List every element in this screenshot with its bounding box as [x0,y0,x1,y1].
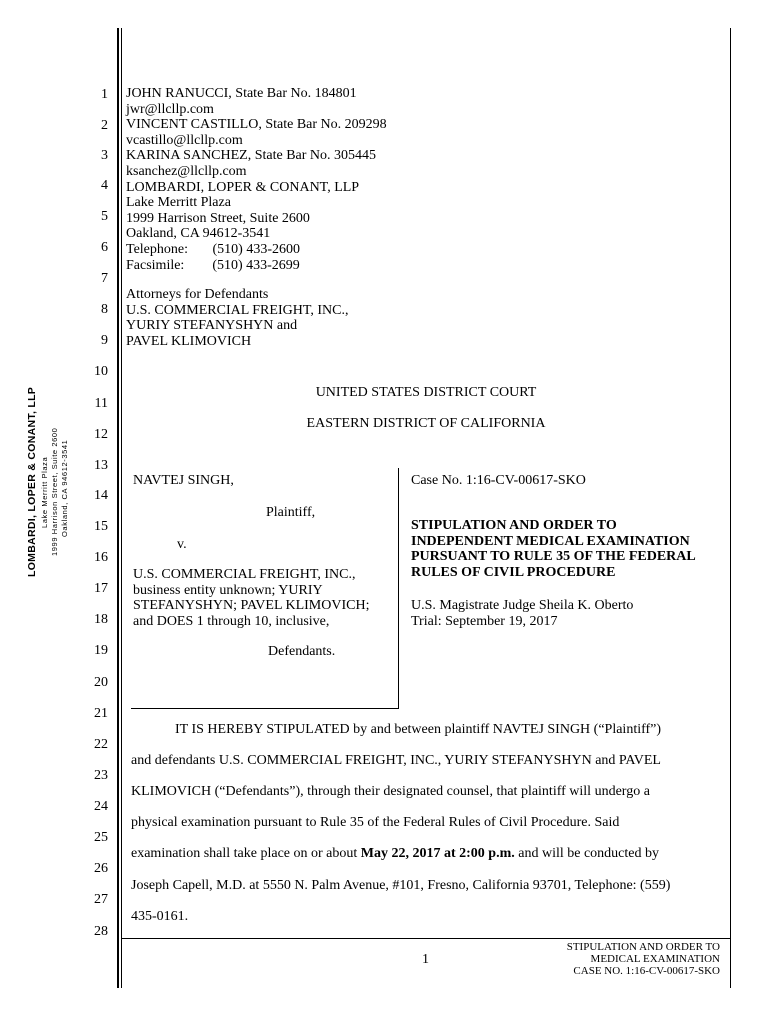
attorneys-for-line: PAVEL KLIMOVICH [126,333,252,349]
footer-line: MEDICAL EXAMINATION [590,953,720,965]
line-number: 7 [101,271,108,286]
line-number: 8 [101,302,108,317]
exam-date-time: May 22, 2017 at 2:00 p.m. [360,846,515,861]
attorneys-for-line: YURIY STEFANYSHYN and [126,318,298,334]
counsel-line: jwr@llcllp.com [126,101,214,117]
plaintiff-name: NAVTEJ SINGH, [133,473,234,488]
footer-rule [122,938,730,939]
sidebar-address-line1: Lake Merritt Plaza [40,456,49,528]
right-margin-rule [730,28,731,988]
line-number: 4 [101,178,108,193]
line-number: 24 [94,799,108,814]
document-title-line: STIPULATION AND ORDER TO [411,518,617,533]
counsel-line: Facsimile: (510) 433-2699 [126,257,300,273]
defendants-line: and DOES 1 through 10, inclusive, [133,613,330,629]
case-number: Case No. 1:16-CV-00617-SKO [411,473,586,488]
versus: v. [177,537,187,552]
sidebar-address-line2: 1999 Harrison Street, Suite 2600 [50,427,59,556]
counsel-line: 1999 Harrison Street, Suite 2600 [126,210,310,226]
line-number: 22 [94,737,108,752]
caption-divider-horizontal [131,708,399,709]
counsel-line: KARINA SANCHEZ, State Bar No. 305445 [126,148,377,164]
counsel-block [126,86,387,273]
court-district: EASTERN DISTRICT OF CALIFORNIA [306,416,546,431]
counsel-line: Telephone: (510) 433-2600 [126,241,300,257]
defendants-line: U.S. COMMERCIAL FREIGHT, INC., [133,567,356,582]
line-number: 5 [101,209,108,224]
line-number: 3 [101,148,108,163]
line-number: 10 [94,364,108,379]
left-margin-rule-inner [121,28,123,988]
line-number: 17 [94,581,108,596]
body-text: examination shall take place on or about [131,846,361,861]
line-number: 12 [94,427,108,442]
line-number: 2 [101,118,108,133]
left-margin-rule-outer [117,28,119,988]
line-number: 19 [94,643,108,658]
judge-trial-block [411,598,633,629]
line-number: 27 [94,892,108,907]
body-line: 435-0161. [131,909,189,924]
sidebar-address-line3: Oakland, CA 94612-3541 [60,439,69,537]
body-line: Joseph Capell, M.D. at 5550 N. Palm Avenue, #101, Fresno, California 93701, Telephone: (559) [131,878,671,893]
counsel-line: LOMBARDI, LOPER & CONANT, LLP [126,179,360,195]
line-number: 25 [94,830,108,845]
line-number: 18 [94,612,108,627]
defendant-role: Defendants. [268,644,336,659]
attorneys-for-line: Attorneys for Defendants [126,287,269,302]
document-title-line: RULES OF CIVIL PROCEDURE [411,564,616,580]
line-number: 11 [94,396,108,411]
counsel-line: ksanchez@llcllp.com [126,163,247,179]
body-line: and defendants U.S. COMMERCIAL FREIGHT, INC., YURIY STEFANYSHYN and PAVEL [131,753,661,768]
footer-line: CASE NO. 1:16-CV-00617-SKO [573,965,720,977]
document-title-line: PURSUANT TO RULE 35 OF THE FEDERAL [411,549,696,564]
line-number: 14 [94,488,108,503]
footer-line: STIPULATION AND ORDER TO [566,941,720,953]
counsel-line: Lake Merritt Plaza [126,195,231,211]
line-number: 23 [94,768,108,783]
footer-caption [567,941,720,977]
line-number: 21 [94,706,108,721]
body-line: IT IS HEREBY STIPULATED by and between plaintiff NAVTEJ SINGH (“Plaintiff”) [175,722,662,737]
document-title-line: INDEPENDENT MEDICAL EXAMINATION [411,533,690,549]
counsel-line: VINCENT CASTILLO, State Bar No. 209298 [126,117,387,133]
document-title [411,518,696,580]
defendants-block [133,567,369,629]
line-number: 20 [94,675,108,690]
defendants-line: business entity unknown; YURIY [133,582,323,598]
body-line: KLIMOVICH (“Defendants”), through their designated counsel, that plaintiff will undergo a [131,784,650,799]
plaintiff-role: Plaintiff, [266,505,316,520]
line-number: 1 [101,87,108,102]
body-text: and will be conducted by [514,846,660,861]
line-number: 13 [94,458,108,473]
body-line: physical examination pursuant to Rule 35 of the Federal Rules of Civil Procedure. Said [131,815,620,830]
line-number: 9 [101,333,108,348]
page-number: 1 [422,952,429,967]
trial-date: Trial: September 19, 2017 [411,613,558,629]
caption-divider-vertical [398,468,399,709]
attorneys-for-block [126,287,348,349]
counsel-line: Oakland, CA 94612-3541 [126,226,271,242]
attorneys-for-line: U.S. COMMERCIAL FREIGHT, INC., [126,302,349,318]
line-number: 26 [94,861,108,876]
line-number: 15 [94,519,108,534]
sidebar-firm-name: LOMBARDI, LOPER & CONANT, LLP [26,386,38,577]
counsel-line: JOHN RANUCCI, State Bar No. 184801 [126,86,357,101]
line-number: 16 [94,550,108,565]
line-number: 28 [94,924,108,939]
defendants-line: STEFANYSHYN; PAVEL KLIMOVICH; [133,598,370,614]
line-number: 6 [101,240,108,255]
judge-name: U.S. Magistrate Judge Sheila K. Oberto [411,598,634,613]
court-name: UNITED STATES DISTRICT COURT [315,385,537,400]
body-line [131,846,659,862]
counsel-line: vcastillo@llcllp.com [126,132,243,148]
